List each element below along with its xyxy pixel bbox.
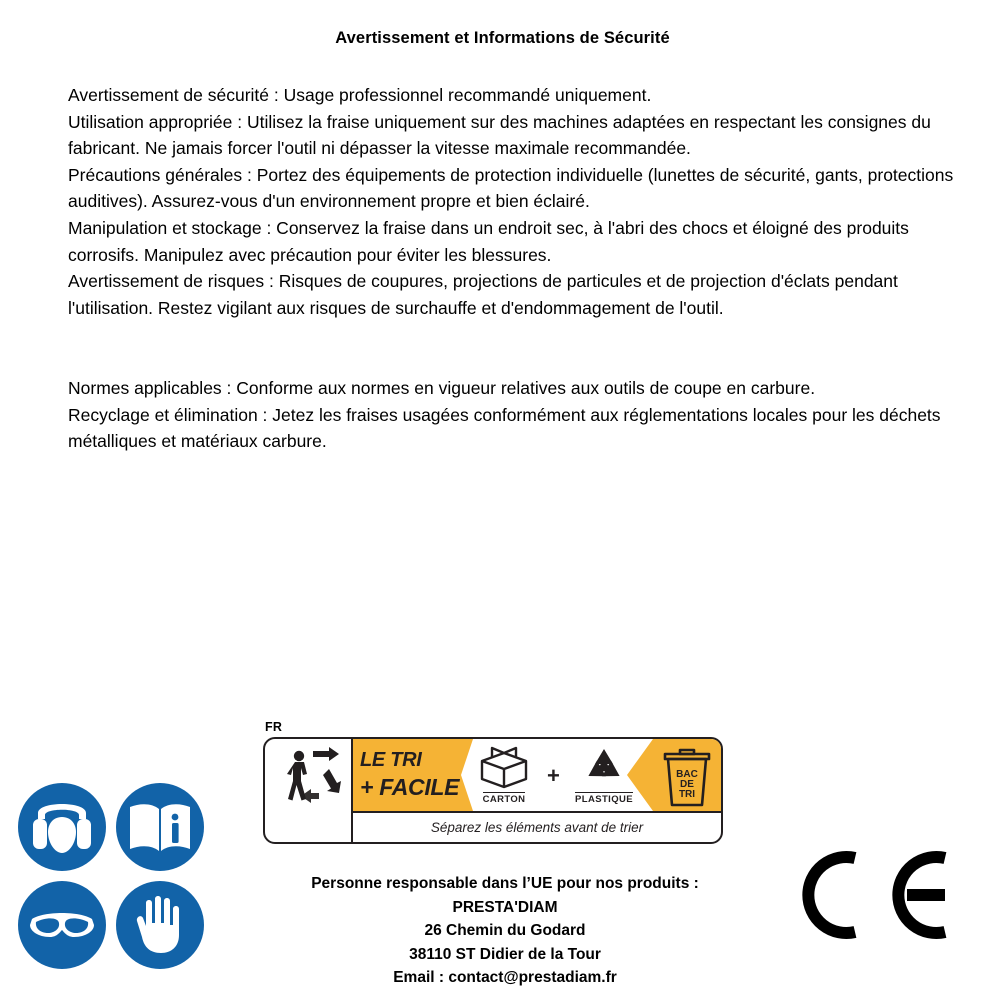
triman-footer-text: Séparez les éléments avant de trier	[430, 820, 644, 835]
responsible-heading-suffix: pour nos produits :	[552, 875, 699, 892]
responsible-email: Email : contact@prestadiam.fr	[393, 969, 617, 986]
triman-bin	[657, 745, 717, 814]
read-manual-icon	[116, 783, 204, 871]
responsible-city: 38110 ST Didier de la Tour	[409, 945, 601, 963]
page-title: Avertissement et Informations de Sécurité	[335, 29, 670, 47]
safety-paragraph: Manipulation et stockage : Conservez la fraise dans un endroit sec, à l'abri des chocs et éloigné des produits corrosifs. Manipulez avec précaution pour éviter les blessures.	[68, 217, 909, 265]
svg-text:BAC: BAC	[676, 769, 698, 780]
safety-paragraph: Avertissement de risques : Risques de coupures, projections de particules et de projection d'éclats pendant l'utilisation. Restez vigilant aux risques de surchauffe et d'endommagement de l'outil.	[68, 271, 898, 318]
triman-slogan	[360, 747, 460, 803]
triman-plus-sign: +	[547, 763, 560, 788]
responsible-heading	[215, 872, 795, 896]
responsible-company: PRESTA'DIAM	[452, 898, 558, 916]
ce-mark	[795, 848, 955, 942]
safety-pictogram-group	[18, 783, 210, 979]
triman-slogan-line1: LE TRI	[360, 749, 422, 771]
triman-label-box	[263, 737, 723, 844]
safety-paragraph: Utilisation appropriée : Utilisez la fraise uniquement sur des machines adaptées en respectant les consignes du fabricant. Ne jamais forcer l'outil ni dépasser la vitesse maximale recommandée.	[68, 111, 931, 159]
triman-man-icon	[273, 743, 347, 809]
norms-and-recycling-block	[68, 375, 983, 455]
responsible-heading-prefix: Personne responsable dans l’	[311, 875, 531, 892]
norms-paragraph: Normes applicables : Conforme aux normes en vigueur relatives aux outils de coupe en carbure.	[68, 378, 816, 398]
safety-paragraph: Précautions générales : Portez des équipements de protection individuelle (lunettes de sécurité, gants, protections auditives). Assurez-vous d'un environnement propre et bien éclairé.	[68, 164, 954, 212]
safety-information-block	[68, 82, 983, 321]
eye-protection-icon	[18, 881, 106, 969]
triman-material-carton-label: CARTON	[482, 794, 526, 805]
recycling-paragraph: Recyclage et élimination : Jetez les fraises usagées conformément aux réglementations locales pour les déchets métalliques et matériaux carbure.	[68, 404, 941, 452]
svg-text:DE: DE	[680, 779, 694, 790]
hearing-protection-icon	[18, 783, 106, 871]
triman-material-carton	[465, 745, 543, 807]
triman-slogan-line2: + FACILE	[360, 774, 460, 800]
responsible-person-block	[215, 872, 795, 990]
hand-protection-icon	[116, 881, 204, 969]
responsible-street: 26 Chemin du Godard	[424, 922, 586, 939]
recycling-arrows-icon	[565, 745, 643, 789]
triman-material-plastique-label: PLASTIQUE	[575, 794, 633, 805]
triman-language-tag: FR	[265, 720, 283, 734]
safety-paragraph: Avertissement de sécurité : Usage professionnel recommandé uniquement.	[68, 85, 652, 105]
carton-box-icon	[465, 745, 543, 789]
triman-recycling-label	[263, 720, 725, 844]
triman-material-plastique	[565, 745, 643, 807]
responsible-heading-ue: UE	[530, 875, 553, 892]
svg-text:TRI: TRI	[678, 789, 696, 800]
